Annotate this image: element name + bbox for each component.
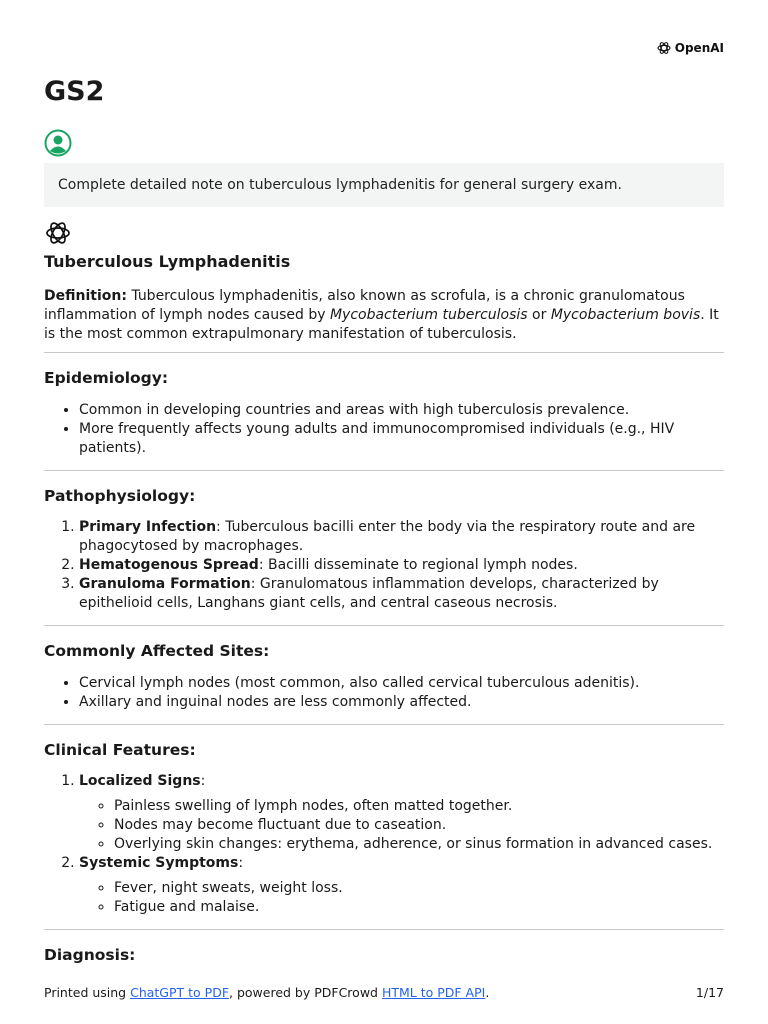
chatgpt-to-pdf-link[interactable]: ChatGPT to PDF [130, 985, 230, 1000]
list-item [79, 556, 724, 575]
item-text: : Granulomatous inflammation develops, characterized by epithelioid cells, Langhans giant cells, and central caseous necrosis. [79, 576, 659, 611]
openai-logo-icon [656, 40, 672, 56]
brand-logo [656, 40, 724, 56]
diagnosis-heading: Diagnosis: [44, 946, 136, 964]
divider [44, 352, 724, 353]
page-number: 1/17 [695, 985, 724, 1000]
item-label: Localized Signs [79, 773, 201, 789]
item-label: Primary Infection [79, 519, 217, 535]
item-suffix: : [200, 773, 206, 789]
divider [44, 929, 724, 930]
item-label: Systemic Symptoms [79, 855, 239, 871]
sub-list-item: ◦ Painless swelling of lymph nodes, often matted together. [114, 797, 724, 816]
divider [44, 625, 724, 626]
sub-list-item: ◦ Overlying skin changes: erythema, adherence, or sinus formation in advanced cases. [114, 835, 724, 854]
definition-italic-2: Mycobacterium bovis [550, 307, 701, 323]
list-item: • More frequently affects young adults and immunocompromised individuals (e.g., HIV patients). [79, 420, 724, 458]
user-prompt [44, 163, 724, 207]
list-item: • Cervical lymph nodes (most common, also called cervical tuberculous adenitis). [79, 674, 724, 693]
definition-label: Definition: [44, 288, 127, 304]
clinical-features-heading: Clinical Features: [44, 741, 196, 759]
response-heading: Tuberculous Lymphadenitis [44, 252, 291, 271]
page-title: GS2 [44, 76, 105, 107]
definition-paragraph [44, 287, 724, 344]
sites-list [44, 674, 724, 712]
sub-list [79, 797, 724, 854]
divider [44, 724, 724, 725]
list-item [79, 575, 724, 613]
definition-text-1: Tuberculous lymphadenitis, also known as scrofula, is a chronic granulomatous inflammation of lymph nodes caused by [44, 288, 685, 323]
epidemiology-heading: Epidemiology: [44, 369, 169, 387]
item-text: : Bacilli disseminate to regional lymph nodes. [258, 557, 578, 573]
pathophysiology-list [44, 518, 724, 613]
definition-text-2: or [527, 307, 551, 323]
footer-end: . [485, 985, 490, 1000]
sub-list-item: ◦ Fever, night sweats, weight loss. [114, 879, 724, 898]
pathophysiology-heading: Pathophysiology: [44, 487, 196, 505]
sites-heading: Commonly Affected Sites: [44, 642, 270, 660]
document-page [44, 0, 724, 1024]
item-text: : Tuberculous bacilli enter the body via the respiratory route and are phagocytosed by macrophages. [79, 519, 696, 554]
epidemiology-list [44, 401, 724, 458]
list-item: • Axillary and inguinal nodes are less commonly affected. [79, 693, 724, 712]
response-content [44, 252, 724, 965]
page-footer [44, 985, 724, 1000]
clinical-features-list [44, 772, 724, 917]
sub-list [79, 879, 724, 917]
item-label: Hematogenous Spread [79, 557, 259, 573]
sub-list-item: ◦ Nodes may become fluctuant due to caseation. [114, 816, 724, 835]
user-avatar-icon [44, 129, 72, 157]
definition-text-3: . It is the most common extrapulmonary manifestation of tuberculosis. [44, 307, 719, 342]
chatgpt-logo-icon [44, 219, 72, 247]
footer-middle: , powered by PDFCrowd [229, 985, 382, 1000]
item-suffix: : [238, 855, 244, 871]
divider [44, 470, 724, 471]
list-item [79, 854, 724, 917]
list-item [79, 518, 724, 556]
item-label: Granuloma Formation [79, 576, 251, 592]
html-to-pdf-api-link[interactable]: HTML to PDF API [381, 985, 486, 1000]
definition-italic-1: Mycobacterium tuberculosis [329, 307, 528, 323]
brand-name: OpenAI [674, 41, 724, 55]
sub-list-item: ◦ Fatigue and malaise. [114, 898, 724, 917]
footer-credit [44, 985, 489, 1000]
list-item: • Common in developing countries and areas with high tuberculosis prevalence. [79, 401, 724, 420]
footer-prefix: Printed using [44, 985, 131, 1000]
prompt-text: Complete detailed note on tuberculous lymphadenitis for general surgery exam. [58, 177, 622, 193]
list-item [79, 772, 724, 854]
